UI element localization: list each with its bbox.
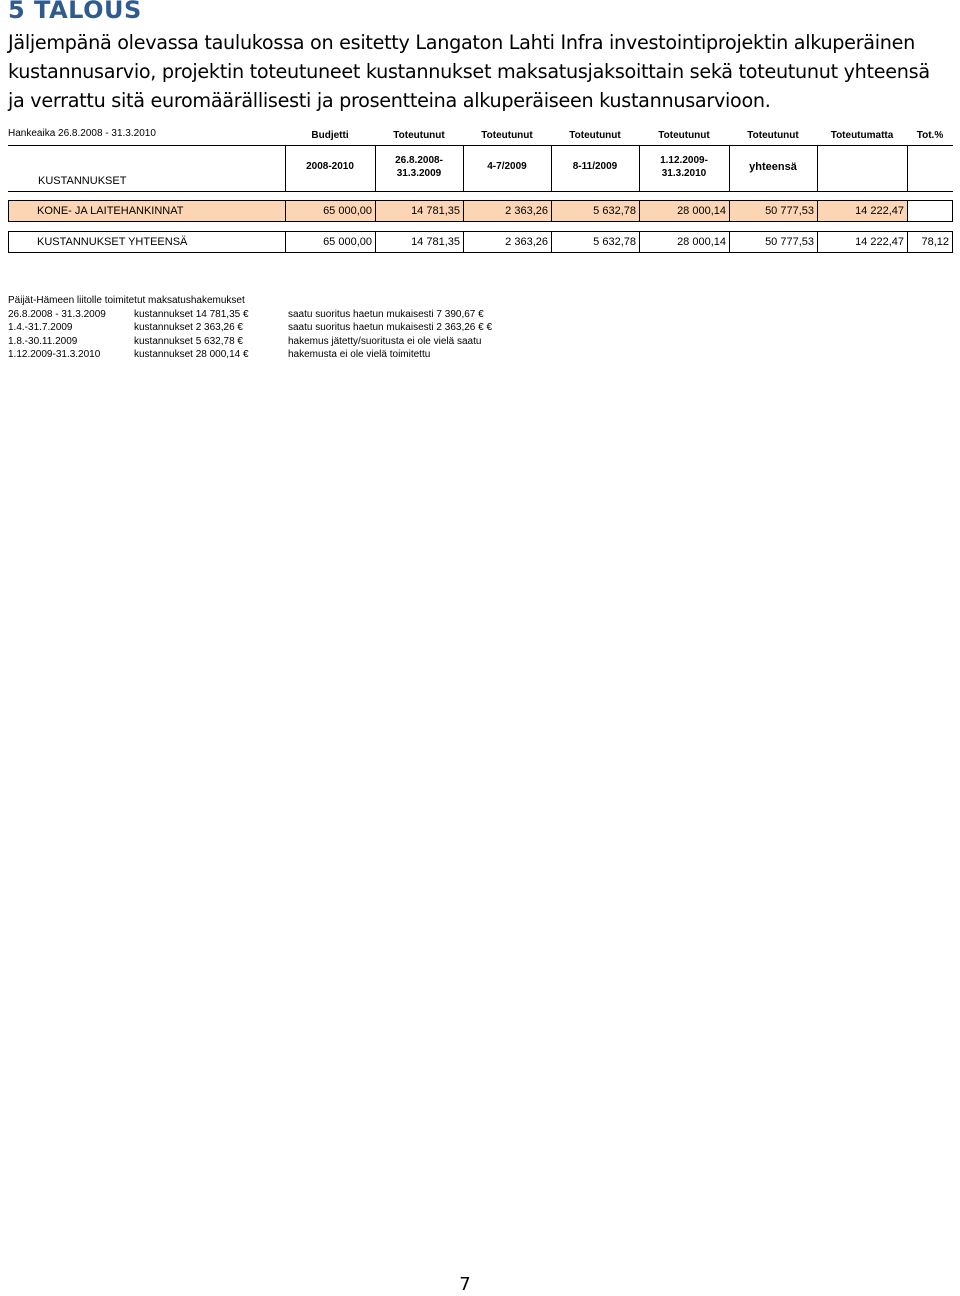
project-period-label: Hankeaika 26.8.2008 - 31.3.2010 [8,128,156,139]
intro-line: Jäljempänä olevassa taulukossa on esitetty Langaton Lahti Infra investointiprojektin alkuperäinen [8,31,915,54]
col-title-realized-3: Toteutunut [569,130,621,141]
table-row [8,200,953,222]
cell-budget: 65 000,00 [286,232,376,252]
cell-realized-3: 5 632,78 [552,232,640,252]
col-title-realized-total: Toteutunut [747,130,799,141]
cell-percent: 78,12 [921,236,949,248]
cell-realized-4: 28 000,14 [640,201,730,221]
col-title-unrealized: Toteutumatta [830,130,894,141]
col-title-percent: Tot.% [916,130,944,141]
row-label: KONE- JA LAITEHANKINNAT [9,201,286,221]
cell-realized-3: 5 632,78 [552,201,640,221]
cell-percent [908,201,952,221]
notes-cost: kustannukset 28 000,14 € [134,349,249,360]
cell-realized-1: 14 781,35 [376,201,464,221]
intro-line: kustannusarvio, projektin toteutuneet kustannukset maksatusjaksoittain sekä toteutunut yhteensä [8,60,930,83]
intro-line: ja verrattu sitä euromäärällisesti ja prosentteina alkuperäiseen kustannusarvioon. [8,89,771,112]
col-sub-realized-4a: 1.12.2009- [660,155,708,166]
notes-period: 1.4.-31.7.2009 [8,322,73,333]
col-title-realized-4: Toteutunut [658,130,710,141]
notes-status: hakemusta ei ole vielä toimitettu [288,349,431,360]
cell-unrealized: 14 222,47 [818,232,908,252]
notes-cost: kustannukset 5 632,78 € [134,335,243,347]
notes-cost: kustannukset 2 363,26 € [134,322,243,333]
col-sub-realized-2: 4-7/2009 [487,161,527,172]
cell-budget: 65 000,00 [286,201,376,221]
cell-realized-1: 14 781,35 [376,232,464,252]
table-row [8,231,953,253]
col-sub-budget: 2008-2010 [306,161,354,172]
col-title-budget: Budjetti [311,130,349,141]
section-heading: 5 TALOUS [8,0,142,24]
notes-status: saatu suoritus haetun mukaisesti 2 363,26 € € [288,322,493,333]
col-sub-realized-1b: 31.3.2009 [396,168,442,179]
notes-period: 1.8.-30.11.2009 [8,335,78,347]
row-header-label: KUSTANNUKSET [38,175,127,187]
notes-line [8,348,431,362]
col-title-realized-1: Toteutunut [393,130,445,141]
notes-title: Päijät-Hämeen liitolle toimitetut maksatushakemukset [8,295,245,306]
cell-realized-total: 50 777,53 [730,232,818,252]
cell-realized-4: 28 000,14 [640,232,730,252]
col-sub-realized-4b: 31.3.2010 [661,168,707,179]
notes-line [8,308,484,322]
col-sub-realized-1a: 26.8.2008- [395,155,443,166]
notes-line [8,321,493,335]
cell-realized-total: 50 777,53 [730,201,818,221]
row-label: KUSTANNUKSET YHTEENSÄ [9,232,286,252]
notes-status: saatu suoritus haetun mukaisesti 7 390,67 € [288,308,484,320]
notes-line [8,335,482,349]
col-title-realized-2: Toteutunut [481,130,533,141]
notes-cost: kustannukset 14 781,35 € [134,308,249,320]
divider [907,145,908,192]
payment-applications-notes [8,294,493,362]
intro-paragraph [8,28,953,115]
notes-status: hakemus jätetty/suoritusta ei ole vielä saatu [288,335,482,347]
cell-realized-2: 2 363,26 [464,201,552,221]
cell-realized-2: 2 363,26 [464,232,552,252]
col-sub-realized-total: yhteensä [749,161,797,173]
divider [817,145,818,192]
cell-unrealized: 14 222,47 [818,201,908,221]
page-number: 7 [459,1274,471,1295]
notes-period: 1.12.2009-31.3.2010 [8,349,101,360]
col-sub-realized-3: 8-11/2009 [572,161,618,172]
notes-period: 26.8.2008 - 31.3.2009 [8,308,106,320]
